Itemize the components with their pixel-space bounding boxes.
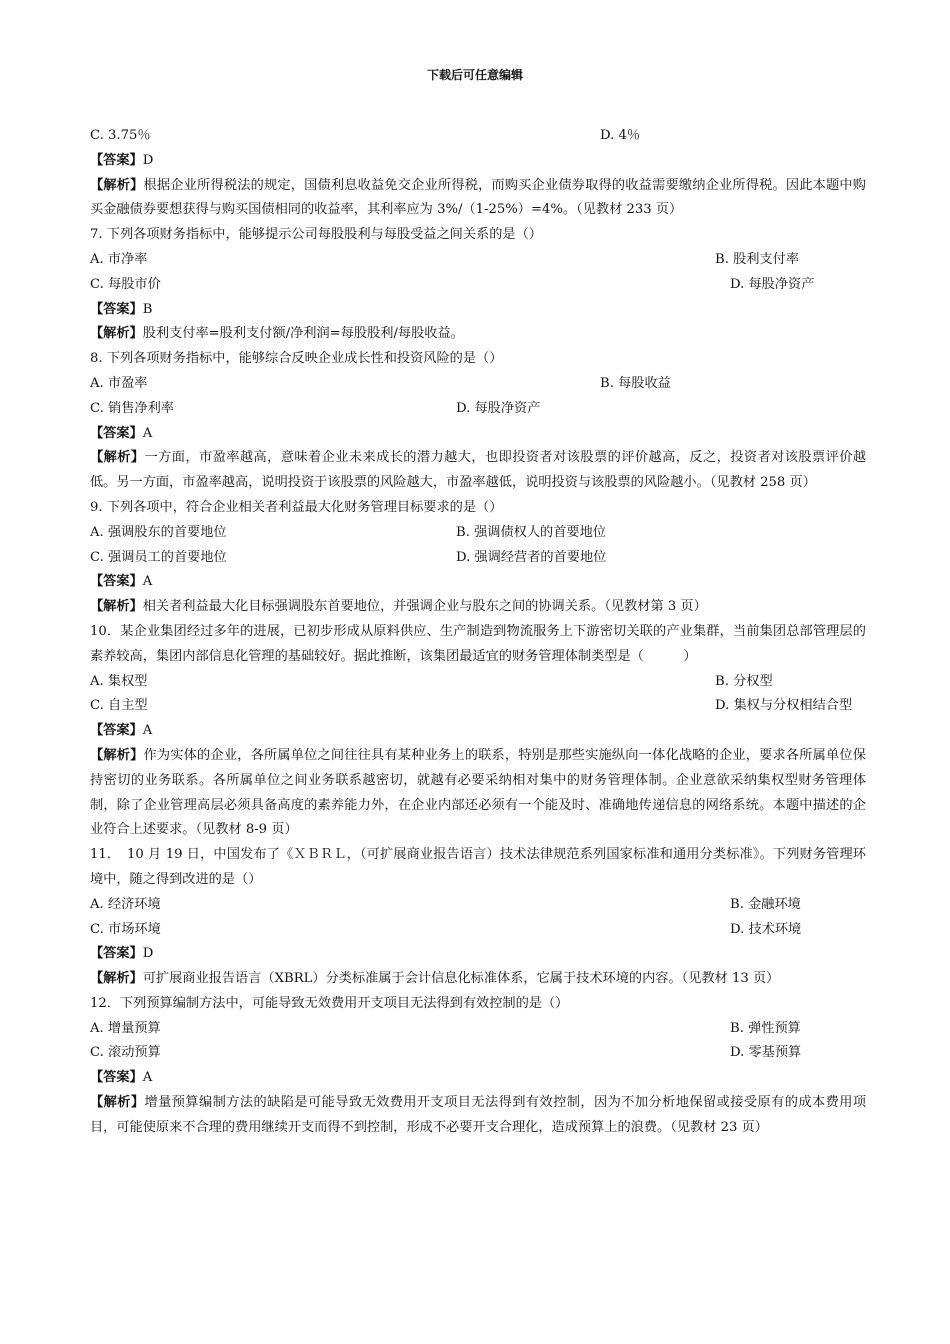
answer-tag: 【答案】: [90, 574, 143, 590]
option-c: C. 3.75％: [90, 128, 151, 143]
option-c: C. 每股市价: [90, 276, 161, 292]
answer-value: D: [142, 152, 154, 168]
option-c: C. 销售净利率: [90, 400, 174, 416]
option-row: [90, 1041, 866, 1066]
analysis-paragraph: [90, 1091, 866, 1141]
answer-line: [90, 719, 866, 744]
analysis-text: 相关者利益最大化目标强调股东首要地位，并强调企业与股东之间的协调关系。（见教材第 3 页）: [142, 599, 707, 615]
option-a: A. 市盈率: [90, 375, 148, 391]
question-stem: 8. 下列各项财务指标中，能够综合反映企业成长性和投资风险的是（）: [90, 351, 503, 367]
option-row: [90, 397, 866, 422]
answer-line: [90, 422, 866, 447]
answer-value: A: [142, 723, 153, 739]
analysis-text: 作为实体的企业，各所属单位之间往往具有某种业务上的联系，特别是那些实施纵向一体化战略的企业，要求各所属单位保持密切的业务联系。各所属单位之间业务联系越密切，就越有必要采纳相对集中的财务管理体制。企业意欲采纳集权型财务管理体制，除了企业管理高层必须具备高度的素养能力外，在企业内部还必须有一个能及时、准确地传递信息的网络系统。本题中描述的企业符合上述要求。（见教材 8-9 页）: [90, 747, 866, 838]
option-row: [90, 372, 866, 397]
option-row: [90, 124, 866, 149]
answer-line: [90, 942, 866, 967]
document-body: [90, 124, 866, 1141]
answer-value: A: [142, 1070, 153, 1086]
option-b: B. 弹性预算: [730, 1020, 801, 1036]
analysis-text: 根据企业所得税法的规定，国债利息收益免交企业所得税，而购买企业债券取得的收益需要缴纳企业所得税。因此本题中购买金融债券要想获得与购买国债相同的收益率，其利率应为 3%/（1-25%）=4%。（见教材 233 页）: [90, 177, 866, 218]
option-row: [90, 893, 866, 918]
analysis-tag: 【解析】: [90, 326, 143, 342]
answer-value: B: [142, 301, 153, 317]
option-a: A. 市净率: [90, 251, 148, 267]
option-d: D. 集权与分权相结合型: [715, 698, 853, 714]
question-stem: 9. 下列各项中，符合企业相关者利益最大化财务管理目标要求的是（）: [90, 499, 503, 515]
analysis-text: 增量预算编制方法的缺陷是可能导致无效费用开支项目无法得到有效控制，因为不加分析地保留或接受原有的成本费用项目，可能使原来不合理的费用继续开支而得不到控制，形成不必要开支合理化，造成预算上的浪费。（见教材 23 页）: [90, 1095, 867, 1135]
option-row: [90, 521, 866, 546]
analysis-text: 股利支付率=股利支付额/净利润=每股股利/每股收益。: [142, 326, 464, 342]
analysis-tag: 【解析】: [90, 599, 143, 615]
answer-line: [90, 570, 866, 595]
question-stem: 7. 下列各项财务指标中，能够提示公司每股股利与每股受益之间关系的是（）: [90, 227, 542, 243]
option-d: D. 技术环境: [730, 921, 802, 937]
analysis-tag: 【解析】: [90, 1095, 145, 1111]
analysis-paragraph: [90, 967, 866, 992]
answer-tag: 【答案】: [90, 152, 143, 168]
option-c: C. 市场环境: [90, 921, 161, 937]
analysis-tag: 【解析】: [90, 450, 145, 466]
answer-line: [90, 298, 866, 323]
answer-tag: 【答案】: [90, 946, 143, 962]
analysis-paragraph: [90, 322, 866, 347]
option-d: D. 每股净资产: [730, 276, 815, 292]
option-a: A. 增量预算: [90, 1020, 161, 1036]
option-row: [90, 248, 866, 273]
page-header: 下载后可任意编辑: [426, 68, 523, 82]
answer-tag: 【答案】: [90, 1070, 143, 1086]
option-a: A. 强调股东的首要地位: [90, 524, 227, 540]
option-c: C. 自主型: [90, 698, 148, 714]
option-row: [90, 546, 866, 571]
question-stem: 11． 10 月 19 日，中国发布了《ＸＢＲＬ，（可扩展商业报告语言）技术法律规范系列国家标准和通用分类标准》。下列财务管理环境中，随之得到改进的是（）: [90, 847, 866, 887]
answer-value: D: [142, 946, 154, 962]
analysis-text: 一方面，市盈率越高，意味着企业未来成长的潜力越大，也即投资者对该股票的评价越高，反之，投资者对该股票评价越低。另一方面，市盈率越高，说明投资于该股票的风险越大，市盈率越低，说明投资与该股票的风险越小。（见教材 258 页）: [90, 450, 867, 491]
option-b: B. 强调债权人的首要地位: [456, 524, 606, 540]
analysis-paragraph: [90, 744, 866, 843]
analysis-tag: 【解析】: [90, 177, 144, 193]
option-row: [90, 918, 866, 943]
answer-tag: 【答案】: [90, 301, 143, 317]
option-row: [90, 1017, 866, 1042]
analysis-text: 可扩展商业报告语言（XBRL）分类标准属于会计信息化标准体系，它属于技术环境的内容。（见教材 13 页）: [142, 971, 780, 987]
answer-line: [90, 149, 866, 174]
option-d: D. 零基预算: [730, 1045, 802, 1061]
option-b: B. 分权型: [715, 673, 773, 689]
answer-value: A: [142, 425, 153, 441]
option-d: D. 强调经营者的首要地位: [456, 549, 607, 565]
option-b: B. 金融环境: [730, 896, 801, 912]
question-stem: 12．下列预算编制方法中，可能导致无效费用开支项目无法得到有效控制的是（）: [90, 995, 569, 1011]
option-row: [90, 694, 866, 719]
option-row: [90, 670, 866, 695]
question-stem: 10．某企业集团经过多年的进展，已初步形成从原料供应、生产制造到物流服务上下游密切关联的产业集群，当前集团总部管理层的素养较高，集团内部信息化管理的基础较好。据此推断，该集团最适宜的财务管理体制类型是（ ）: [90, 623, 866, 664]
analysis-paragraph: [90, 174, 866, 224]
answer-value: A: [142, 574, 153, 590]
option-row: [90, 273, 866, 298]
analysis-paragraph: [90, 595, 866, 620]
option-c: C. 强调员工的首要地位: [90, 549, 227, 565]
answer-tag: 【答案】: [90, 723, 143, 739]
analysis-tag: 【解析】: [90, 747, 144, 763]
answer-line: [90, 1066, 866, 1091]
option-d: D. 每股净资产: [456, 400, 541, 416]
option-a: A. 集权型: [90, 673, 148, 689]
option-a: A. 经济环境: [90, 896, 161, 912]
answer-tag: 【答案】: [90, 425, 143, 441]
analysis-tag: 【解析】: [90, 971, 143, 987]
option-b: B. 股利支付率: [715, 251, 800, 267]
option-b: B. 每股收益: [600, 375, 671, 391]
option-c: C. 滚动预算: [90, 1045, 161, 1061]
analysis-paragraph: [90, 446, 866, 496]
option-d: D. 4％: [600, 128, 641, 143]
